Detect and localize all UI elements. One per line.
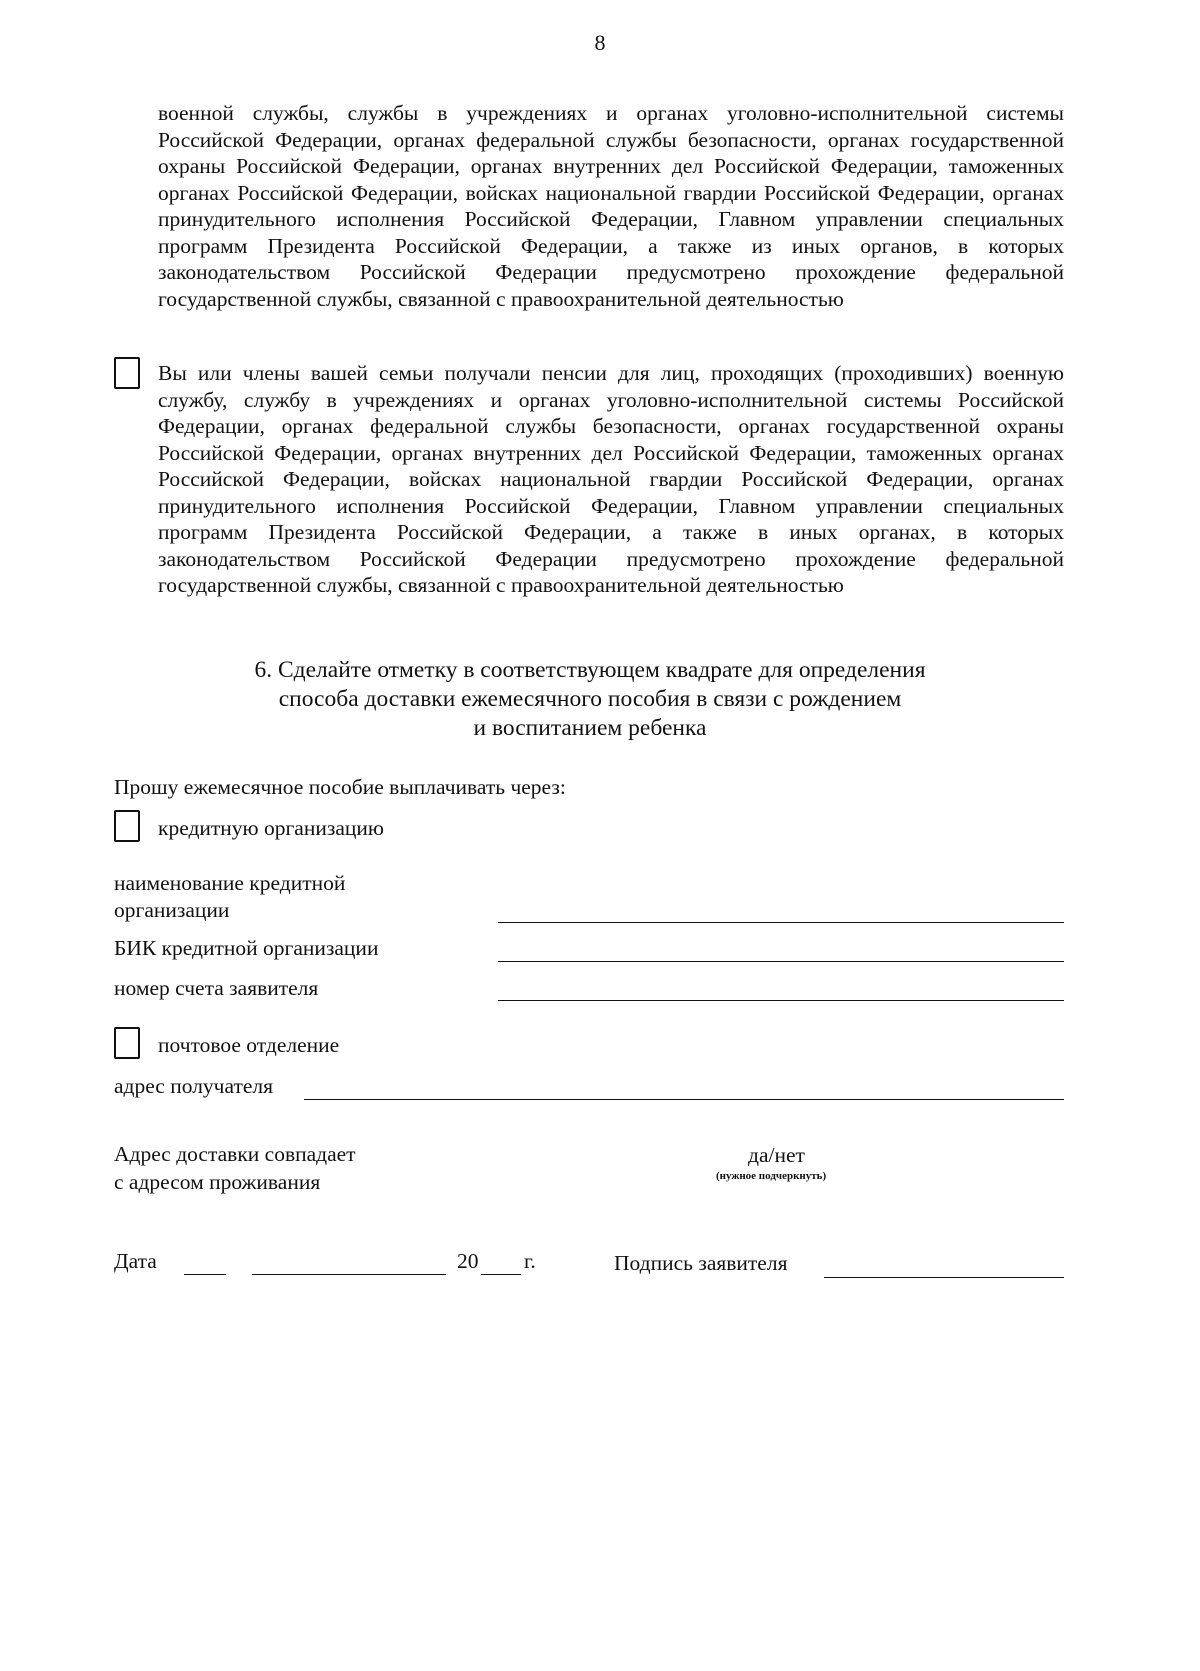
date-label: Дата [114,1249,157,1273]
pension-checkbox[interactable] [114,357,140,389]
heading-line-3: и воспитанием ребенка [473,715,707,741]
delivery-address-match-line2: с адресом проживания [114,1170,321,1194]
signature-label: Подпись заявителя [614,1251,788,1275]
credit-org-checkbox[interactable] [114,810,140,842]
recipient-address-label: адрес получателя [114,1074,274,1098]
underline-note: (нужное подчеркнуть) [716,1170,827,1182]
date-year-prefix: 20 [457,1249,479,1273]
credit-org-name-label-line1: наименование кредитной [114,871,346,895]
payment-request-text: Прошу ежемесячное пособие выплачивать через: [114,775,566,799]
page-number: 8 [594,30,606,55]
credit-org-name-field[interactable] [498,922,1064,923]
account-number-field[interactable] [498,1000,1064,1001]
date-day-field[interactable] [184,1274,226,1275]
post-office-option-label: почтовое отделение [158,1033,340,1057]
pension-option-text: Вы или члены вашей семьи получали пенсии для лиц, проходящих (проходивших) военную службу, службу в учреждениях и органах уголовно-исполнительной системы Российской Федерации, органах федеральной службы безопасности, органах государственной охраны Российской Федерации, органах внутренних дел Российской Федерации, таможенных органах Российской Федерации, войсках национальной гвардии Российской Федерации, органах принудительного исполнения Российской Федерации, Главном управлении специальных программ Президента Российской Федерации, а также в иных органах, в которых законодательством Российской Федерации предусмотрено прохождение федеральной государственной службы, связанной с правоохранительной деятельностью [158,361,1064,597]
credit-org-option-label: кредитную организацию [158,816,384,840]
credit-org-name-label-line2: организации [114,898,230,922]
section-6-heading [150,656,1030,743]
heading-line-2: способа доставки ежемесячного пособия в связи с рождением [278,686,902,712]
post-office-checkbox[interactable] [114,1027,140,1059]
paragraph-continuation: военной службы, службы в учреждениях и органах уголовно-исполнительной системы Российской Федерации, органах федеральной службы безопасности, органах государственной охраны Российской Федерации, органах внутренних дел Российской Федерации, таможенных органах Российской Федерации, войсках национальной гвардии Российской Федерации, органах принудительного исполнения Российской Федерации, Главном управлении специальных программ Президента Российской Федерации, а также из иных органов, в которых законодательством Российской Федерации предусмотрено прохождение федеральной государственной службы, связанной с правоохранительной деятельностью [158,101,1064,311]
heading-line-1: 6. Сделайте отметку в соответствующем квадрате для определения [254,657,926,683]
signature-field[interactable] [824,1277,1064,1278]
recipient-address-field[interactable] [304,1099,1064,1100]
account-number-label: номер счета заявителя [114,976,319,1000]
date-month-field[interactable] [252,1274,446,1275]
yes-no-choice[interactable]: да/нет [748,1143,805,1167]
delivery-address-match-line1: Адрес доставки совпадает [114,1142,356,1166]
bik-label: БИК кредитной организации [114,936,379,960]
bik-field[interactable] [498,961,1064,962]
date-year-suffix: г. [524,1249,536,1273]
date-year-field[interactable] [481,1274,521,1275]
